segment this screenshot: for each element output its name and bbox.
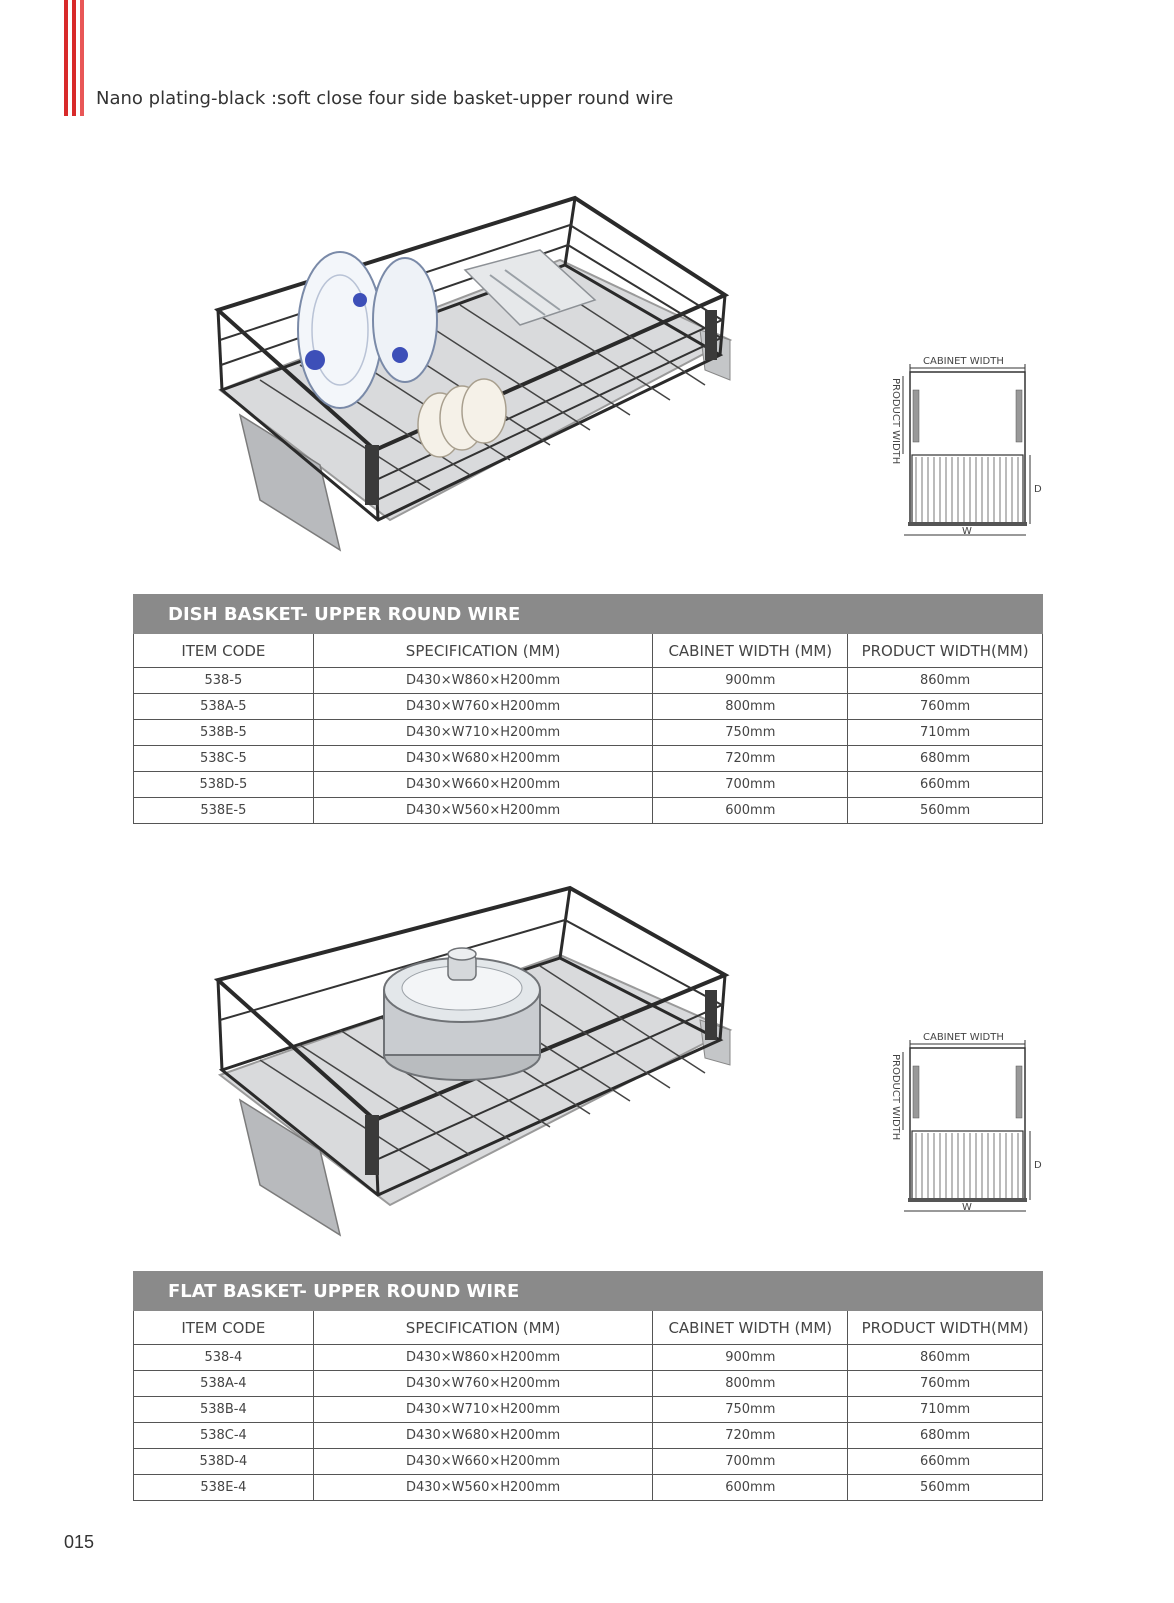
item-code-cell: 538C-5 bbox=[134, 746, 314, 772]
spec-cell: D430×W680×H200mm bbox=[313, 746, 653, 772]
table-row bbox=[134, 1423, 1043, 1449]
section-title: DISH BASKET- UPPER ROUND WIRE bbox=[134, 595, 1043, 634]
product-width-cell: 760mm bbox=[848, 694, 1043, 720]
dish-basket-photo bbox=[200, 190, 760, 570]
table-header-row bbox=[134, 1311, 1043, 1345]
spec-cell: D430×W660×H200mm bbox=[313, 1449, 653, 1475]
item-code-cell: 538-5 bbox=[134, 668, 314, 694]
product-width-cell: 560mm bbox=[848, 798, 1043, 824]
dish-basket-table bbox=[133, 594, 1043, 824]
column-header: CABINET WIDTH (MM) bbox=[653, 634, 848, 668]
width-label: W bbox=[962, 1202, 972, 1213]
accent-bar bbox=[80, 0, 84, 116]
spec-cell: D430×W680×H200mm bbox=[313, 1423, 653, 1449]
column-header: CABINET WIDTH (MM) bbox=[653, 1311, 848, 1345]
cabinet-width-label: CABINET WIDTH bbox=[923, 356, 1004, 367]
spec-cell: D430×W760×H200mm bbox=[313, 694, 653, 720]
width-label: W bbox=[962, 526, 972, 537]
cabinet-width-cell: 720mm bbox=[653, 746, 848, 772]
product-width-label: PRODUCT WIDTH bbox=[890, 1054, 901, 1141]
table-row bbox=[134, 1345, 1043, 1371]
item-code-cell: 538A-5 bbox=[134, 694, 314, 720]
product-width-cell: 680mm bbox=[848, 1423, 1043, 1449]
table-row bbox=[134, 1449, 1043, 1475]
table-row bbox=[134, 668, 1043, 694]
product-width-cell: 710mm bbox=[848, 1397, 1043, 1423]
section-title: FLAT BASKET- UPPER ROUND WIRE bbox=[134, 1272, 1043, 1311]
cabinet-width-cell: 900mm bbox=[653, 668, 848, 694]
spec-cell: D430×W560×H200mm bbox=[313, 1475, 653, 1501]
spec-cell: D430×W710×H200mm bbox=[313, 720, 653, 746]
product-width-cell: 760mm bbox=[848, 1371, 1043, 1397]
table-row bbox=[134, 772, 1043, 798]
cabinet-width-cell: 800mm bbox=[653, 694, 848, 720]
table-row bbox=[134, 720, 1043, 746]
item-code-cell: 538B-5 bbox=[134, 720, 314, 746]
cabinet-width-cell: 600mm bbox=[653, 798, 848, 824]
table-row bbox=[134, 1371, 1043, 1397]
cabinet-width-cell: 750mm bbox=[653, 720, 848, 746]
page-number: 015 bbox=[64, 1532, 95, 1552]
product-width-cell: 660mm bbox=[848, 772, 1043, 798]
table-row bbox=[134, 1397, 1043, 1423]
page-title: Nano plating-black :soft close four side basket-upper round wire bbox=[96, 88, 674, 109]
product-width-cell: 860mm bbox=[848, 1345, 1043, 1371]
cabinet-width-cell: 900mm bbox=[653, 1345, 848, 1371]
product-width-cell: 660mm bbox=[848, 1449, 1043, 1475]
product-width-cell: 560mm bbox=[848, 1475, 1043, 1501]
table-header-row bbox=[134, 634, 1043, 668]
product-width-cell: 680mm bbox=[848, 746, 1043, 772]
spec-cell: D430×W660×H200mm bbox=[313, 772, 653, 798]
dimension-diagram bbox=[890, 1032, 1060, 1238]
accent-bar bbox=[64, 0, 68, 116]
column-header: SPECIFICATION (MM) bbox=[313, 1311, 653, 1345]
depth-label: D bbox=[1034, 1160, 1042, 1171]
cabinet-width-cell: 600mm bbox=[653, 1475, 848, 1501]
table-row bbox=[134, 694, 1043, 720]
item-code-cell: 538C-4 bbox=[134, 1423, 314, 1449]
table-row bbox=[134, 798, 1043, 824]
cabinet-width-cell: 750mm bbox=[653, 1397, 848, 1423]
item-code-cell: 538A-4 bbox=[134, 1371, 314, 1397]
spec-cell: D430×W860×H200mm bbox=[313, 668, 653, 694]
product-width-label: PRODUCT WIDTH bbox=[890, 378, 901, 465]
cabinet-width-cell: 720mm bbox=[653, 1423, 848, 1449]
product-width-cell: 860mm bbox=[848, 668, 1043, 694]
accent-bar bbox=[72, 0, 76, 116]
cabinet-width-label: CABINET WIDTH bbox=[923, 1032, 1004, 1043]
item-code-cell: 538E-5 bbox=[134, 798, 314, 824]
column-header: ITEM CODE bbox=[134, 634, 314, 668]
dimension-diagram bbox=[890, 356, 1060, 562]
column-header: SPECIFICATION (MM) bbox=[313, 634, 653, 668]
product-width-cell: 710mm bbox=[848, 720, 1043, 746]
cabinet-width-cell: 700mm bbox=[653, 1449, 848, 1475]
item-code-cell: 538D-5 bbox=[134, 772, 314, 798]
item-code-cell: 538D-4 bbox=[134, 1449, 314, 1475]
item-code-cell: 538-4 bbox=[134, 1345, 314, 1371]
spec-cell: D430×W860×H200mm bbox=[313, 1345, 653, 1371]
spec-cell: D430×W710×H200mm bbox=[313, 1397, 653, 1423]
flat-basket-photo bbox=[200, 880, 760, 1255]
item-code-cell: 538E-4 bbox=[134, 1475, 314, 1501]
spec-cell: D430×W560×H200mm bbox=[313, 798, 653, 824]
flat-basket-table bbox=[133, 1271, 1043, 1501]
cabinet-width-cell: 800mm bbox=[653, 1371, 848, 1397]
spec-cell: D430×W760×H200mm bbox=[313, 1371, 653, 1397]
table-row bbox=[134, 1475, 1043, 1501]
cabinet-width-cell: 700mm bbox=[653, 772, 848, 798]
column-header: PRODUCT WIDTH(MM) bbox=[848, 1311, 1043, 1345]
item-code-cell: 538B-4 bbox=[134, 1397, 314, 1423]
column-header: PRODUCT WIDTH(MM) bbox=[848, 634, 1043, 668]
column-header: ITEM CODE bbox=[134, 1311, 314, 1345]
depth-label: D bbox=[1034, 484, 1042, 495]
table-row bbox=[134, 746, 1043, 772]
